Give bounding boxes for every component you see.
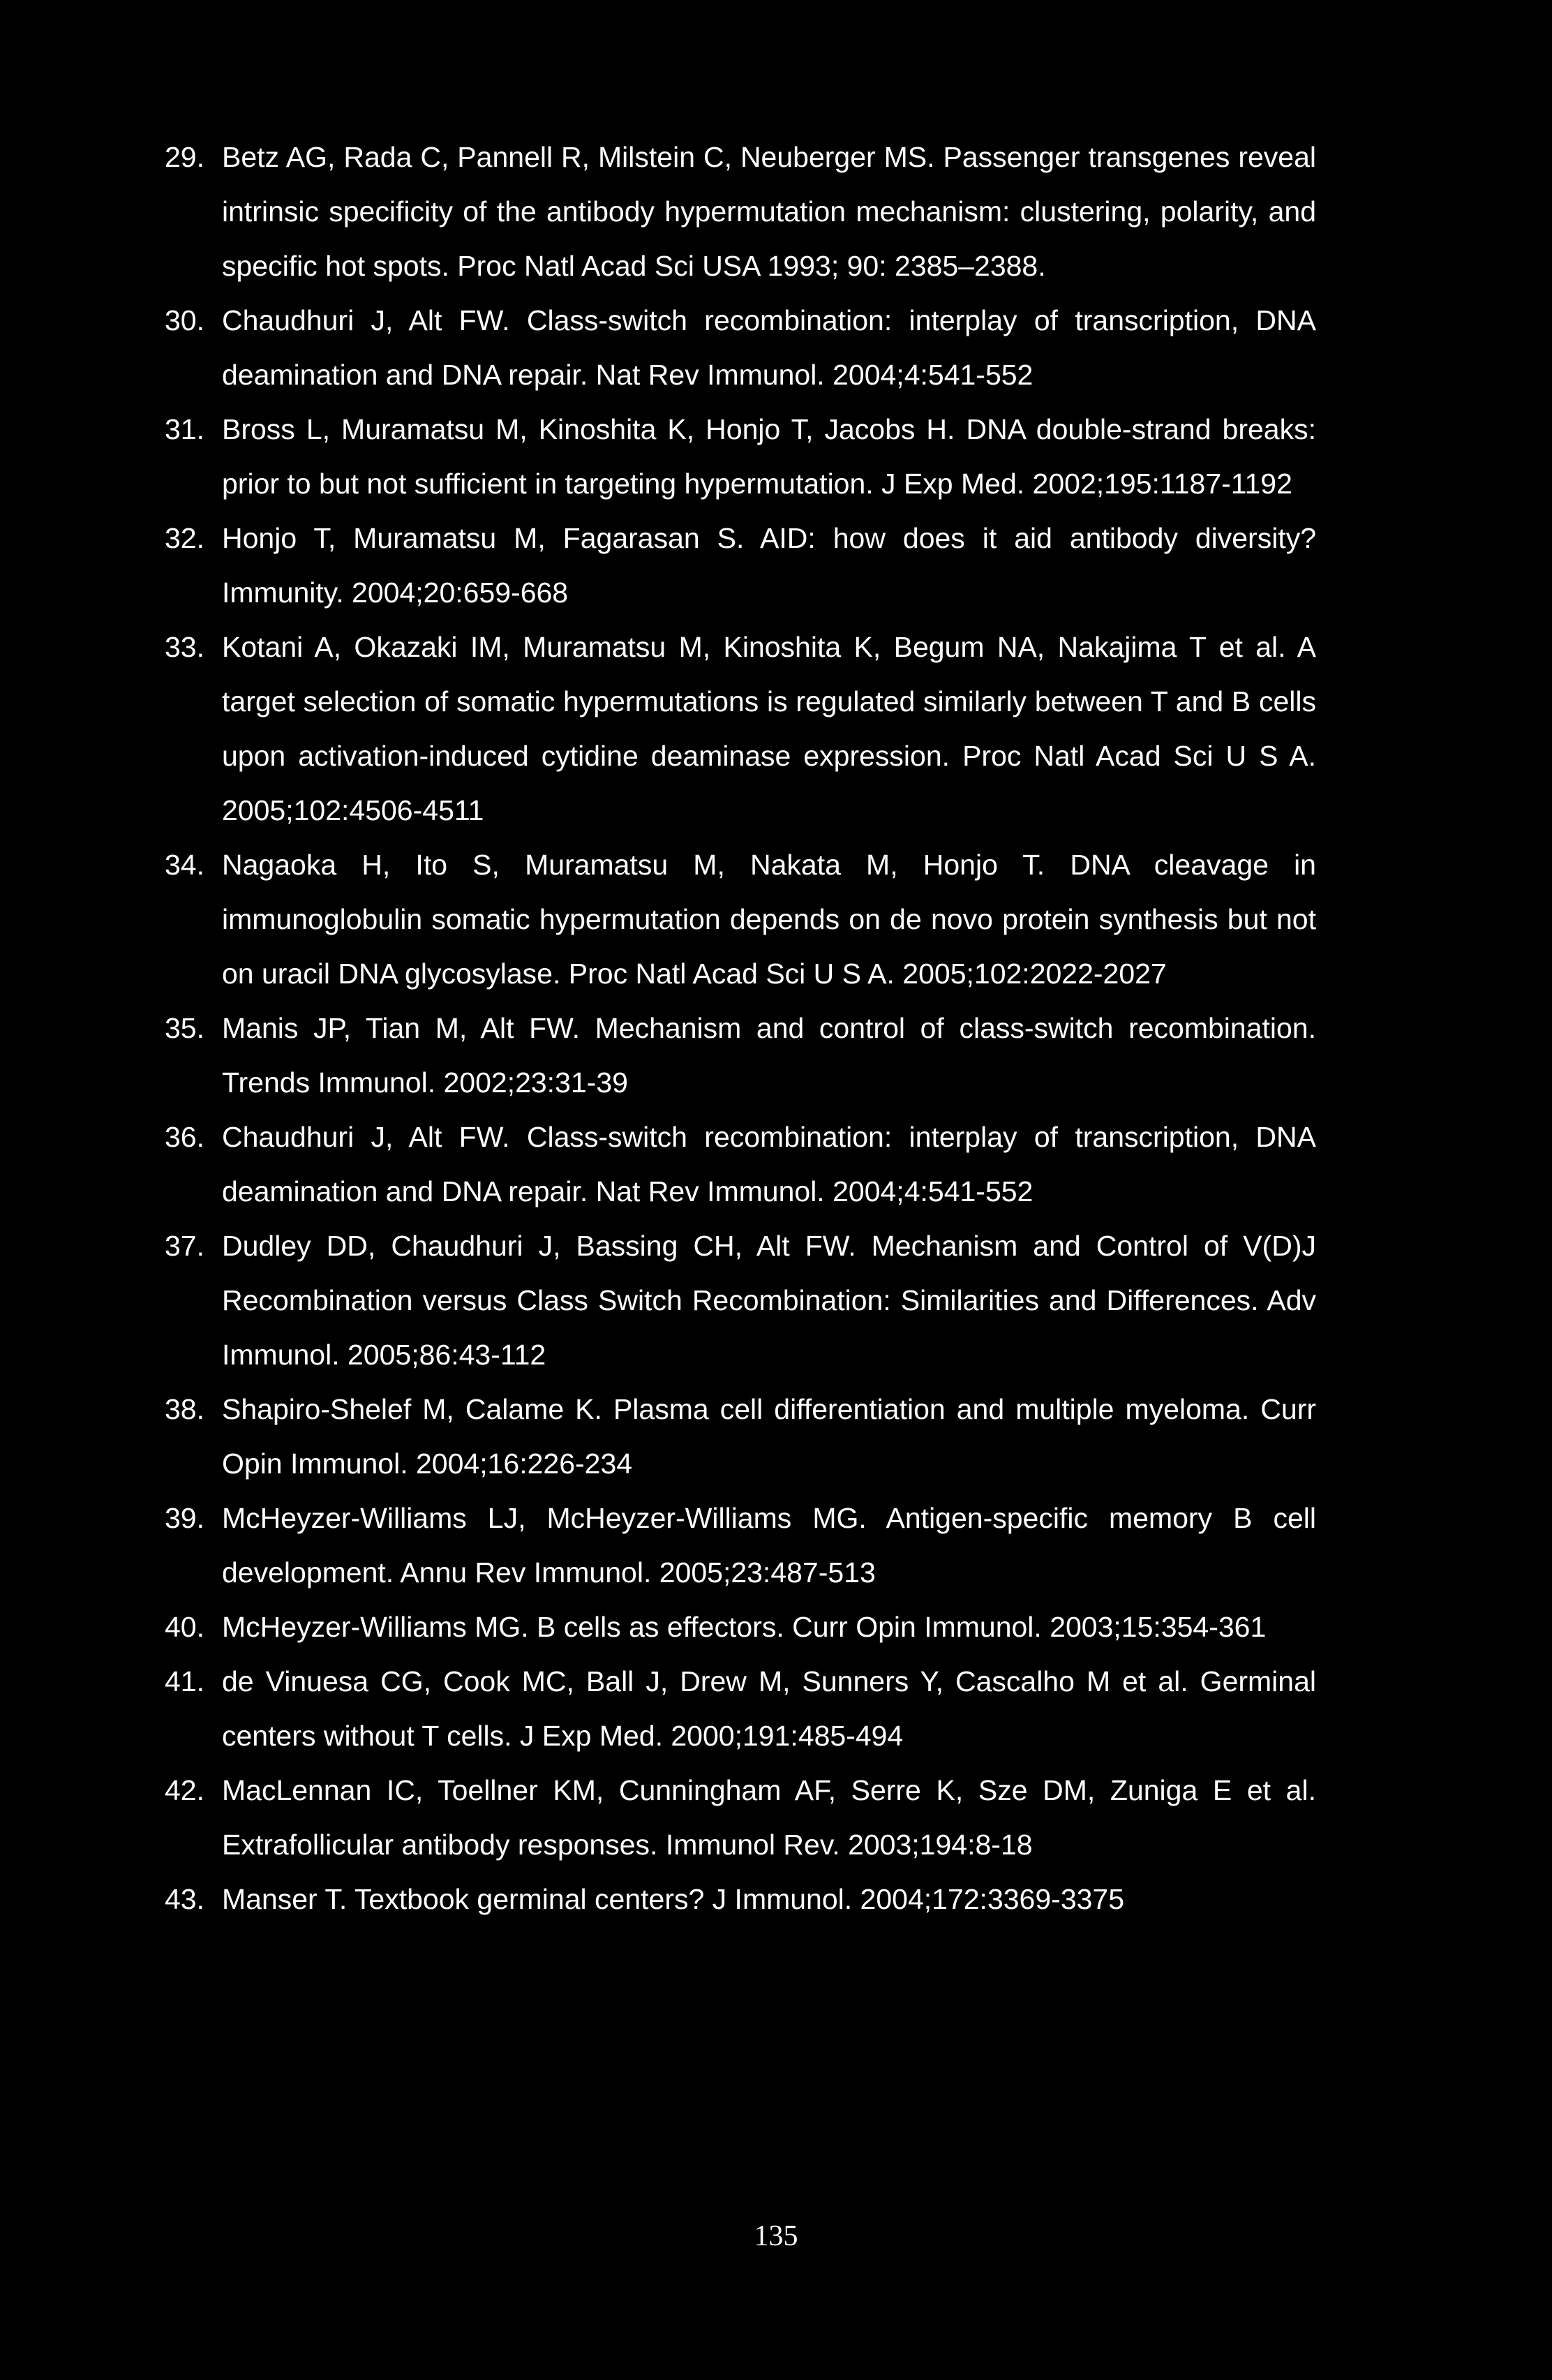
page-number: 135 — [754, 2220, 798, 2252]
reference-number: 37. — [165, 1230, 204, 1262]
reference-item — [165, 1600, 1316, 1654]
reference-number: 29. — [165, 141, 204, 173]
reference-number: 41. — [165, 1665, 204, 1697]
reference-number: 35. — [165, 1012, 204, 1044]
reference-text: Nagaoka H, Ito S, Muramatsu M, Nakata M, Honjo T. DNA cleavage in immunoglobulin somatic hypermutation depends on de novo protein synthesis but not on uracil DNA glycosylase. Proc Natl Acad Sci U S A. 2005;102:2022-2027 — [222, 849, 1316, 990]
reference-text: Manser T. Textbook germinal centers? J Immunol. 2004;172:3369-3375 — [222, 1883, 1125, 1915]
reference-number: 30. — [165, 304, 204, 336]
reference-item — [165, 1001, 1316, 1110]
reference-number: 33. — [165, 631, 204, 663]
reference-text: Bross L, Muramatsu M, Kinoshita K, Honjo T, Jacobs H. DNA double-strand breaks: prior to but not sufficient in targeting hypermutation. J Exp Med. 2002;195:1187-1192 — [222, 413, 1316, 500]
reference-number: 34. — [165, 849, 204, 881]
reference-item — [165, 402, 1316, 511]
reference-item — [165, 130, 1316, 293]
reference-number: 43. — [165, 1883, 204, 1915]
reference-text: Kotani A, Okazaki IM, Muramatsu M, Kinoshita K, Begum NA, Nakajima T et al. A target selection of somatic hypermutations is regulated similarly between T and B cells upon activation-induced cytidine deaminase expression. Proc Natl Acad Sci U S A. 2005;102:4506-4511 — [222, 631, 1316, 826]
reference-item — [165, 1763, 1316, 1872]
reference-item — [165, 1110, 1316, 1219]
reference-text: McHeyzer-Williams LJ, McHeyzer-Williams MG. Antigen-specific memory B cell development. Annu Rev Immunol. 2005;23:487-513 — [222, 1502, 1316, 1589]
reference-text: MacLennan IC, Toellner KM, Cunningham AF, Serre K, Sze DM, Zuniga E et al. Extrafollicular antibody responses. Immunol Rev. 2003;194:8-18 — [222, 1774, 1316, 1861]
reference-list — [165, 130, 1316, 1926]
reference-number: 39. — [165, 1502, 204, 1534]
reference-text: Manis JP, Tian M, Alt FW. Mechanism and control of class-switch recombination. Trends Immunol. 2002;23:31-39 — [222, 1012, 1316, 1099]
reference-item — [165, 1872, 1316, 1926]
reference-item — [165, 1219, 1316, 1382]
reference-number: 42. — [165, 1774, 204, 1806]
reference-text: de Vinuesa CG, Cook MC, Ball J, Drew M, Sunners Y, Cascalho M et al. Germinal centers without T cells. J Exp Med. 2000;191:485-494 — [222, 1665, 1316, 1752]
reference-item — [165, 1491, 1316, 1600]
reference-text: Dudley DD, Chaudhuri J, Bassing CH, Alt FW. Mechanism and Control of V(D)J Recombination versus Class Switch Recombination: Similarities and Differences. Adv Immunol. 2005;86:43-112 — [222, 1230, 1316, 1371]
reference-item — [165, 1654, 1316, 1763]
reference-number: 40. — [165, 1611, 204, 1643]
reference-text: Honjo T, Muramatsu M, Fagarasan S. AID: how does it aid antibody diversity? Immunity. 2004;20:659-668 — [222, 522, 1316, 609]
reference-number: 32. — [165, 522, 204, 554]
reference-text: McHeyzer-Williams MG. B cells as effectors. Curr Opin Immunol. 2003;15:354-361 — [222, 1611, 1267, 1643]
reference-number: 38. — [165, 1393, 204, 1425]
reference-item — [165, 511, 1316, 620]
reference-text: Betz AG, Rada C, Pannell R, Milstein C, Neuberger MS. Passenger transgenes reveal intrinsic specificity of the antibody hypermutation mechanism: clustering, polarity, and specific hot spots. Proc Natl Acad Sci USA 1993; 90: 2385–2388. — [222, 141, 1316, 282]
reference-item — [165, 620, 1316, 838]
reference-number: 31. — [165, 413, 204, 445]
reference-text: Shapiro-Shelef M, Calame K. Plasma cell differentiation and multiple myeloma. Curr Opin Immunol. 2004;16:226-234 — [222, 1393, 1316, 1480]
reference-text: Chaudhuri J, Alt FW. Class-switch recombination: interplay of transcription, DNA deamination and DNA repair. Nat Rev Immunol. 2004;4:541-552 — [222, 1121, 1316, 1207]
reference-item — [165, 838, 1316, 1001]
reference-number: 36. — [165, 1121, 204, 1153]
reference-item — [165, 1382, 1316, 1491]
reference-item — [165, 293, 1316, 402]
reference-text: Chaudhuri J, Alt FW. Class-switch recombination: interplay of transcription, DNA deamination and DNA repair. Nat Rev Immunol. 2004;4:541-552 — [222, 304, 1316, 391]
